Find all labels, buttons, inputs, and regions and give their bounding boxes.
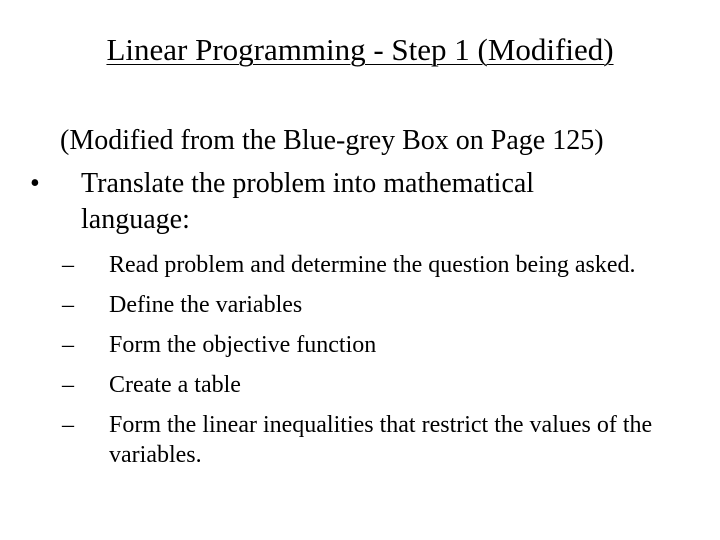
dash-icon: – (62, 252, 74, 278)
list-item-text: Read problem and determine the question being asked. (109, 252, 636, 278)
bullet-icon: • (30, 168, 40, 199)
list-item (62, 370, 712, 400)
list-item-text: Form the objective function (109, 332, 377, 358)
main-bullet-text: Translate the problem into mathematical language: (81, 168, 535, 235)
dash-icon: – (62, 292, 74, 318)
dash-icon: – (62, 372, 74, 398)
list-item-text: Form the linear inequalities that restrict the values of the variables. (109, 412, 653, 468)
list-item (62, 250, 712, 280)
list-item (62, 330, 712, 360)
list-item (62, 410, 712, 470)
dash-icon: – (62, 332, 74, 358)
list-item-text: Define the variables (109, 292, 303, 318)
list-item (62, 290, 712, 320)
slide-subtitle: (Modified from the Blue-grey Box on Page 125) (60, 125, 604, 156)
list-item-text: Create a table (109, 372, 241, 398)
dash-icon: – (62, 412, 74, 438)
sub-bullet-list (62, 250, 712, 480)
slide-title: Linear Programming - Step 1 (Modified) (106, 32, 614, 67)
